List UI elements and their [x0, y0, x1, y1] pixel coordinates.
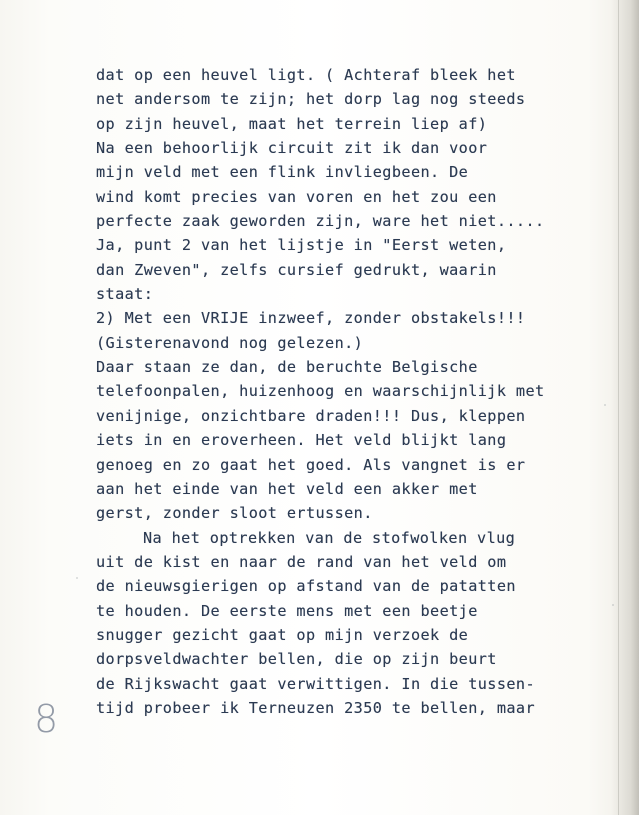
text-line: snugger gezicht gaat op mijn verzoek de — [96, 625, 469, 644]
text-line: staat: — [96, 285, 154, 304]
page-fold-line — [618, 0, 619, 815]
text-line: te houden. De eerste mens met een beetje — [96, 601, 478, 620]
text-line: tijd probeer ik Terneuzen 2350 te bellen, maar — [96, 698, 536, 717]
text-line: 2) Met een VRIJE inzweef, zonder obstakels!!! — [96, 309, 526, 328]
text-line: venijnige, onzichtbare draden!!! Dus, kleppen — [96, 406, 526, 425]
text-line: iets in en eroverheen. Het veld blijkt lang — [96, 431, 507, 450]
text-line: de nieuwsgierigen op afstand van de patatten — [96, 577, 516, 596]
text-line: dorpsveldwachter bellen, die op zijn beurt — [96, 650, 497, 669]
text-line: dan Zweven", zelfs cursief gedrukt, waarin — [96, 260, 497, 279]
text-line: telefoonpalen, huizenhoog en waarschijnlijk met — [96, 382, 545, 401]
text-line: de Rijkswacht gaat verwittigen. In die tussen- — [96, 674, 536, 693]
text-line: Na een behoorlijk circuit zit ik dan voor — [96, 139, 488, 158]
text-line: op zijn heuvel, maat het terrein liep af) — [96, 114, 488, 133]
text-line: perfecte zaak geworden zijn, ware het niet..... — [96, 212, 545, 231]
page-fold-shadow — [611, 0, 639, 815]
page-number: 8 — [34, 697, 57, 741]
typewritten-text-block — [96, 63, 556, 720]
text-line: (Gisterenavond nog gelezen.) — [96, 333, 364, 352]
text-line: dat op een heuvel ligt. ( Achteraf bleek het — [96, 66, 516, 84]
text-line: wind komt precies van voren en het zou een — [96, 187, 497, 206]
text-line: genoeg en zo gaat het goed. Als vangnet is er — [96, 455, 526, 474]
text-line: Ja, punt 2 van het lijstje in "Eerst weten, — [96, 236, 507, 255]
text-line: aan het einde van het veld een akker met — [96, 479, 478, 498]
text-line: mijn veld met een flink invliegbeen. De — [96, 163, 469, 182]
text-line: gerst, zonder sloot ertussen. — [96, 504, 373, 523]
paper-speck — [612, 604, 614, 606]
text-line: Daar staan ze dan, de beruchte Belgische — [96, 358, 478, 377]
paper-speck — [604, 404, 606, 406]
text-line: net andersom te zijn; het dorp lag nog steeds — [96, 90, 526, 109]
text-line: uit de kist en naar de rand van het veld om — [96, 552, 507, 571]
text-line: Na het optrekken van de stofwolken vlug — [143, 528, 516, 547]
paper-speck — [76, 577, 78, 579]
